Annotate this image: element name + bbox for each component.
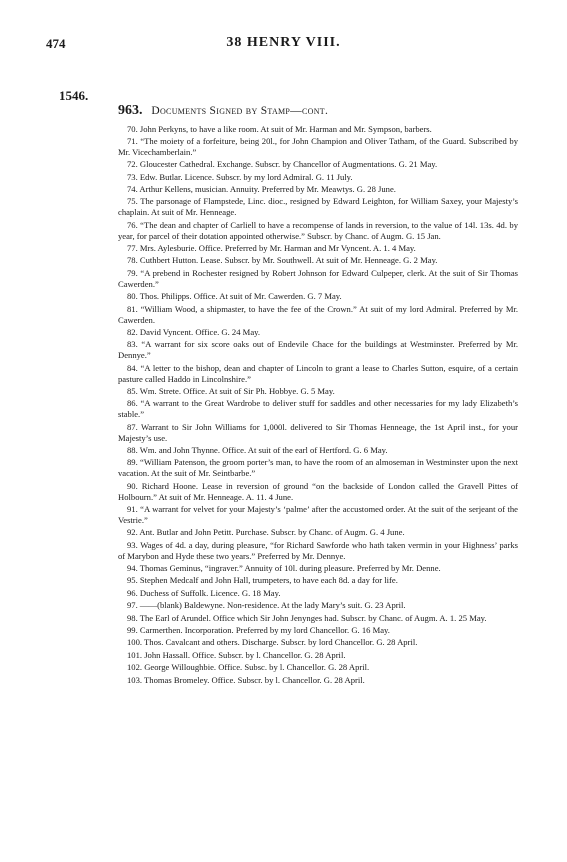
entries-list [118,122,518,686]
calendar-entry: 87. Warrant to Sir John Williams for 1,000l. delivered to Sir Thomas Henneage, the 1st April inst., for your Majesty’s use. [118,421,518,443]
calendar-entry: 86. “A warrant to the Great Wardrobe to deliver stuff for saddles and other necessaries for my lady Elizabeth’s stable.” [118,398,518,420]
calendar-entry: 97. ——(blank) Baldewyne. Non-residence. At the lady Mary’s suit. G. 23 April. [127,600,406,611]
page-number: 474 [46,36,66,51]
calendar-entry: 103. Thomas Bromeley. Office. Subscr. by l. Chancellor. G. 28 April. [127,674,365,685]
calendar-entry: 85. Wm. Strete. Office. At suit of Sir Ph. Hobbye. G. 5 May. [127,385,335,396]
calendar-entry: 84. “A letter to the bishop, dean and chapter of Lincoln to grant a lease to Charles Sutton, esquire, of a certain pasture called Haddo in Lincolnshire.” [118,362,518,384]
calendar-entry: 70. John Perkyns, to have a like room. At suit of Mr. Harman and Mr. Sympson, barbers. [127,123,432,134]
calendar-entry: 90. Richard Hoone. Lease in reversion of ground “on the backside of London called the Gravell Pittes of Holbourn.” At suit of Mr. Henneage. A. 11. 4 June. [118,480,518,502]
calendar-entry: 78. Cuthbert Hutton. Lease. Subscr. by Mr. Southwell. At suit of Mr. Henneage. G. 2 May. [127,255,438,266]
calendar-entry: 76. “The dean and chapter of Carliell to have a recompense of lands in reversion, to the value of 14l. 13s. 4d. by year, for parcel of their dotation appointed otherwise.” Subscr. by Chanc. of Augm. G. 15 Jan. [118,219,518,241]
section-title: Documents Signed by Stamp—cont. [151,105,329,117]
calendar-entry: 95. Stephen Medcalf and John Hall, trumpeters, to have each 8d. a day for life. [127,575,398,586]
calendar-entry: 96. Duchess of Suffolk. Licence. G. 18 May. [127,587,281,598]
calendar-entry: 102. George Willoughbie. Office. Subsc. by l. Chancellor. G. 28 April. [127,662,370,673]
calendar-entry: 80. Thos. Philipps. Office. At suit of Mr. Cawerden. G. 7 May. [127,291,342,302]
calendar-entry: 94. Thomas Geminus, “ingraver.” Annuity of 10l. during pleasure. Preferred by Mr. Denne. [127,563,441,574]
calendar-entry: 82. David Vyncent. Office. G. 24 May. [127,326,261,337]
calendar-entry: 74. Arthur Kellens, musician. Annuity. Preferred by Mr. Meawtys. G. 28 June. [127,184,396,195]
running-title: 38 HENRY VIII. [226,35,341,50]
year-marker: 1546. [59,88,89,103]
calendar-entry: 100. Thos. Cavalcant and others. Discharge. Subscr. by lord Chancellor. G. 28 April. [127,637,418,648]
calendar-entry: 98. The Earl of Arundel. Office which Sir John Jenynges had. Subscr. by Chanc. of Augm. A. 1. 25 May. [127,612,487,623]
calendar-entry: 91. “A warrant for velvet for your Majesty’s ‘palme’ after the accustomed order. At the suit of the serjeant of the Vestrie.” [118,504,518,525]
calendar-entry: 99. Carmerthen. Incorporation. Preferred by my lord Chancellor. G. 16 May. [127,625,390,636]
section-number: 963. [118,103,143,118]
section-heading [118,103,328,119]
calendar-entry: 77. Mrs. Aylesburie. Office. Preferred by Mr. Harman and Mr Vyncent. A. 1. 4 May. [127,243,416,254]
calendar-entry: 88. Wm. and John Thynne. Office. At suit of the earl of Hertford. G. 6 May. [127,444,388,455]
calendar-entry: 89. “William Patenson, the groom porter’s man, to have the room of an almoseman in Westminster upon the next vacation. At the suit of Mr. Seintbarbe.” [118,457,518,479]
calendar-entry: 79. “A prebend in Rochester resigned by Robert Johnson for Edward Culpeper, clerk. At the suit of Sir Thomas Cawerden.” [118,267,518,289]
calendar-entry: 101. John Hassall. Office. Subscr. by l. Chancellor. G. 28 April. [127,649,346,660]
calendar-entry: 81. “William Wood, a shipmaster, to have the fee of the Crown.” At suit of my lord Admiral. Preferred by Mr. Cawerden. [118,303,518,325]
calendar-entry: 93. Wages of 4d. a day, during pleasure, “for Richard Sawforde who hath taken vermin in your Highness’ parks of Marybon and Hyde these two years.” Preferred by Mr. Dennye. [118,539,518,561]
calendar-entry: 83. “A warrant for six score oaks out of Endevile Chace for the buildings at Westminster. Preferred by Mr. Dennye.” [118,339,518,361]
calendar-entry: 73. Edw. Butlar. Licence. Subscr. by my lord Admiral. G. 11 July. [127,171,353,182]
calendar-entry: 72. Gloucester Cathedral. Exchange. Subscr. by Chancellor of Augmentations. G. 21 May. [127,159,438,170]
calendar-entry: 92. Ant. Butlar and John Petitt. Purchase. Subscr. by Chanc. of Augm. G. 4 June. [127,527,405,538]
calendar-entry: 71. “The moiety of a forfeiture, being 20l., for John Champion and Oliver Tatham, of the Guard. Subscribed by Mr. Vicechamberlain.” [118,135,518,157]
calendar-entry: 75. The parsonage of Flampstede, Linc. dioc., resigned by Edward Leighton, for William Saxey, your Majesty’s chaplain. At suit of Mr. Henneage. [118,196,518,218]
